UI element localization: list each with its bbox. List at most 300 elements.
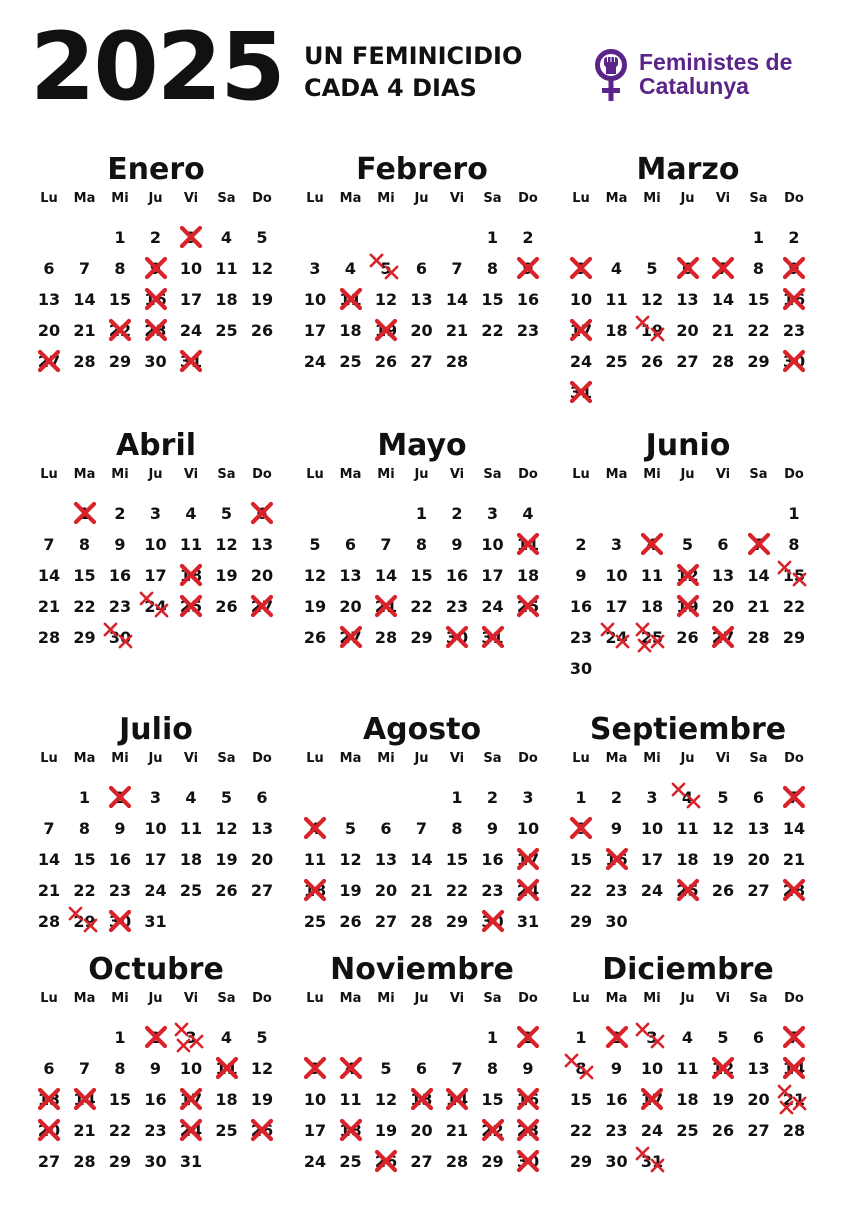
day-number: 11 [605,290,628,309]
day-number: 22 [481,321,504,340]
day-cell [174,560,208,591]
weekday-label: Sa [483,191,502,206]
day-cell [405,1115,439,1146]
day-number: 12 [374,1090,398,1109]
day-cell [440,622,474,653]
day-cell [777,253,811,284]
weekday-label: Vi [183,991,199,1006]
day-cell [174,498,208,529]
weekday-label: Vi [183,467,199,482]
day-cell [369,560,403,591]
month-mayo [298,428,546,688]
day-number: 24 [640,1121,664,1140]
day-number: 17 [303,321,327,340]
day-number: 27 [410,1152,433,1171]
day-cell [68,284,102,315]
day-cell [600,813,634,844]
day-cell [334,1084,368,1115]
day-number: 28 [37,628,61,647]
day-number: 3 [486,504,499,523]
weekday-label: Ma [339,991,362,1006]
day-cell [405,284,439,315]
day-cell [405,844,439,875]
day-cell [706,529,740,560]
day-number: 5 [380,1059,392,1078]
day-number: 14 [37,850,61,869]
day-number: 7 [43,819,55,838]
day-cell [511,284,545,315]
day-number: 10 [303,1090,327,1109]
day-number: 5 [681,535,694,554]
day-number: 12 [640,290,664,309]
day-cell [476,591,510,622]
organization-name-line-1: Feministes de [639,49,793,75]
day-number: 17 [144,850,167,869]
day-cell [245,1115,279,1146]
day-cell [32,622,66,653]
day-number: 16 [108,566,132,585]
day-number: 21 [37,597,61,616]
day-cell [777,813,811,844]
day-cell [671,622,705,653]
weekday-label: Mi [643,991,661,1006]
day-number: 24 [144,597,167,616]
day-number: 7 [451,259,463,278]
day-cell [635,1022,669,1053]
day-cell [777,622,811,653]
day-cell [600,1115,634,1146]
day-number: 10 [640,819,664,838]
day-number: 15 [747,290,770,309]
month-junio [564,428,812,688]
day-number: 6 [415,259,428,278]
day-number: 5 [220,788,233,807]
day-cell [298,875,332,906]
day-cell [742,591,776,622]
month-septiembre [564,712,812,972]
day-number: 29 [108,1152,132,1171]
day-number: 19 [711,1090,735,1109]
day-cell [511,1084,545,1115]
day-number: 11 [640,566,664,585]
day-cell [600,1146,634,1177]
day-cell [511,1022,545,1053]
day-number: 11 [516,535,540,554]
day-cell [635,560,669,591]
day-cell [298,906,332,937]
day-number: 6 [380,819,392,838]
day-cell [635,622,669,653]
day-number: 11 [179,535,203,554]
day-cell [369,315,403,346]
day-cell [440,844,474,875]
day-number: 8 [486,1059,499,1078]
month-abril [32,428,280,688]
month-name: Diciembre [602,952,774,987]
day-cell [564,591,598,622]
day-cell [298,1146,332,1177]
day-cell [245,1022,279,1053]
day-cell [298,284,332,315]
day-number: 28 [782,1121,806,1140]
day-cell [706,622,740,653]
day-cell [298,844,332,875]
weekday-label: Ma [605,191,628,206]
day-cell [635,315,669,346]
day-number: 30 [569,659,593,678]
day-number: 7 [788,788,800,807]
day-cell [742,1022,776,1053]
day-cell [139,1115,173,1146]
day-cell [103,906,137,937]
day-number: 9 [610,1059,623,1078]
day-cell [245,782,279,813]
day-cell [511,844,545,875]
day-cell [706,253,740,284]
day-number: 18 [676,1090,699,1109]
day-number: 14 [711,290,735,309]
day-number: 5 [380,259,392,278]
weekday-label: Mi [111,991,129,1006]
day-number: 19 [640,321,664,340]
day-cell [68,906,102,937]
day-cell [405,591,439,622]
day-cell [405,1084,439,1115]
weekday-label: Ju [148,991,163,1006]
day-cell [68,560,102,591]
weekday-label: Mi [377,751,395,766]
day-cell [139,1146,173,1177]
day-cell [245,529,279,560]
day-cell [742,782,776,813]
day-cell [139,1022,173,1053]
day-cell [635,346,669,377]
day-number: 24 [569,352,593,371]
day-cell [440,346,474,377]
day-number: 9 [522,259,534,278]
day-number: 30 [516,1152,540,1171]
day-number: 25 [179,881,203,900]
day-number: 6 [681,259,694,278]
day-number: 22 [445,881,469,900]
day-number: 20 [676,321,699,340]
day-cell [440,875,474,906]
day-number: 21 [374,597,398,616]
day-cell [32,1053,66,1084]
day-number: 31 [516,912,540,931]
day-number: 29 [445,912,469,931]
day-cell [476,622,510,653]
day-number: 2 [486,788,499,807]
day-number: 17 [144,566,167,585]
day-number: 2 [114,504,126,523]
month-febrero [298,152,546,412]
day-number: 14 [73,290,96,309]
day-number: 1 [486,1028,499,1047]
day-number: 17 [516,850,540,869]
day-cell [210,498,244,529]
day-number: 2 [610,788,623,807]
day-cell [32,906,66,937]
day-cell [440,1084,474,1115]
day-number: 9 [114,819,126,838]
day-cell [405,1053,439,1084]
day-cell [369,346,403,377]
day-cell [476,253,510,284]
day-cell [32,560,66,591]
day-number: 30 [108,628,132,647]
day-number: 10 [303,290,327,309]
day-cell [511,222,545,253]
weekday-label: Ju [680,991,695,1006]
day-cell [245,1084,279,1115]
day-number: 12 [676,566,699,585]
day-number: 22 [782,597,806,616]
day-number: 13 [410,290,433,309]
weekday-label: Ma [73,191,96,206]
day-number: 12 [215,819,238,838]
day-number: 7 [78,259,91,278]
day-number: 31 [144,912,167,931]
day-number: 28 [374,628,398,647]
day-cell [174,284,208,315]
day-number: 4 [220,1028,233,1047]
day-cell [671,253,705,284]
day-cell [334,813,368,844]
day-cell [476,315,510,346]
day-number: 9 [610,819,623,838]
weekday-label: Mi [643,467,661,482]
weekday-label: Do [784,991,804,1006]
day-number: 24 [640,881,664,900]
day-cell [334,346,368,377]
day-number: 22 [569,1121,593,1140]
day-cell [671,1115,705,1146]
day-cell [139,844,173,875]
day-number: 9 [788,259,800,278]
month-name: Abril [115,428,197,463]
day-number: 3 [149,788,162,807]
weekday-label: Lu [40,751,58,766]
day-number: 8 [114,259,126,278]
month-name: Agosto [362,712,482,747]
day-cell [476,222,510,253]
day-number: 23 [605,881,628,900]
day-cell [139,222,173,253]
day-number: 19 [676,597,699,616]
day-number: 3 [575,259,587,278]
day-cell [210,284,244,315]
day-cell [635,1146,669,1177]
day-cell [369,906,403,937]
weekday-label: Ma [73,751,96,766]
day-number: 18 [303,881,327,900]
day-number: 21 [445,321,469,340]
day-cell [245,1053,279,1084]
day-number: 7 [451,1059,463,1078]
day-cell [671,844,705,875]
day-cell [369,1084,403,1115]
day-cell [405,315,439,346]
day-cell [405,875,439,906]
day-cell [671,591,705,622]
day-cell [405,1146,439,1177]
day-number: 15 [410,566,433,585]
day-cell [139,813,173,844]
day-number: 15 [569,850,593,869]
day-number: 20 [747,1090,770,1109]
month-name: Noviembre [330,952,514,987]
day-number: 10 [179,1059,203,1078]
day-number: 25 [215,321,238,340]
day-cell [32,1084,66,1115]
day-number: 21 [711,321,735,340]
day-cell [298,1084,332,1115]
day-cell [600,529,634,560]
weekday-label: Lu [40,991,58,1006]
weekday-label: Lu [306,991,324,1006]
day-cell [405,529,439,560]
day-number: 25 [339,352,362,371]
day-cell [334,622,368,653]
day-cell [742,222,776,253]
day-cell [476,782,510,813]
day-number: 25 [303,912,327,931]
day-number: 14 [782,1059,806,1078]
day-number: 13 [250,819,274,838]
year-title: 2025 [30,13,284,122]
day-cell [139,253,173,284]
day-cell [742,622,776,653]
weekday-label: Ju [414,467,429,482]
day-cell [68,591,102,622]
day-number: 24 [303,1152,327,1171]
day-cell [139,1053,173,1084]
day-number: 4 [681,1028,694,1047]
weekday-label: Ju [414,751,429,766]
weekday-label: Sa [749,467,768,482]
day-cell [777,284,811,315]
weekday-label: Vi [183,751,199,766]
day-number: 12 [711,819,735,838]
day-number: 4 [610,259,623,278]
day-number: 23 [481,881,504,900]
weekday-label: Ju [414,991,429,1006]
day-number: 15 [782,566,806,585]
day-number: 15 [481,290,504,309]
day-number: 28 [711,352,735,371]
month-noviembre [298,952,546,1212]
slogan-line-1: UN FEMINICIDIO [304,42,523,70]
weekday-label: Ma [73,467,96,482]
day-cell [476,813,510,844]
day-cell [174,529,208,560]
weekday-label: Ma [605,467,628,482]
day-number: 20 [374,881,398,900]
day-number: 13 [711,566,735,585]
day-number: 16 [481,850,504,869]
day-cell [174,813,208,844]
day-cell [210,782,244,813]
day-cell [68,844,102,875]
day-cell [440,1115,474,1146]
day-cell [742,1115,776,1146]
day-number: 1 [114,1028,126,1047]
day-cell [476,498,510,529]
day-number: 3 [185,228,197,247]
day-number: 20 [250,850,274,869]
day-number: 24 [179,1121,203,1140]
day-number: 30 [445,628,469,647]
day-number: 7 [788,1028,800,1047]
day-cell [245,253,279,284]
day-cell [103,253,137,284]
day-number: 21 [747,597,770,616]
day-cell [777,222,811,253]
day-cell [298,529,332,560]
day-number: 21 [445,1121,469,1140]
day-number: 3 [522,788,534,807]
day-number: 27 [747,1121,770,1140]
day-cell [369,844,403,875]
day-number: 28 [73,1152,96,1171]
day-cell [245,875,279,906]
day-number: 24 [144,881,167,900]
day-cell [103,622,137,653]
day-number: 14 [782,819,806,838]
day-cell [777,560,811,591]
day-number: 13 [37,290,61,309]
day-number: 8 [575,819,587,838]
day-cell [298,1053,332,1084]
day-number: 11 [676,819,699,838]
day-number: 8 [752,259,765,278]
day-cell [511,782,545,813]
day-number: 7 [717,259,729,278]
day-cell [174,1115,208,1146]
day-number: 26 [250,321,274,340]
day-cell [511,1053,545,1084]
day-number: 26 [250,1121,274,1140]
day-number: 23 [605,1121,628,1140]
day-cell [635,253,669,284]
day-cell [671,782,705,813]
day-cell [68,315,102,346]
day-number: 7 [78,1059,91,1078]
day-cell [777,315,811,346]
day-cell [564,253,598,284]
month-diciembre [564,952,812,1212]
day-number: 30 [782,352,806,371]
weekday-label: Mi [643,751,661,766]
day-cell [210,253,244,284]
day-number: 26 [640,352,664,371]
day-cell [635,284,669,315]
day-cell [777,844,811,875]
weekday-label: Mi [643,191,661,206]
weekday-label: Mi [111,191,129,206]
day-cell [476,529,510,560]
day-cell [511,875,545,906]
day-cell [564,622,598,653]
day-number: 2 [149,228,162,247]
day-number: 14 [445,290,469,309]
day-cell [139,591,173,622]
day-number: 18 [339,321,362,340]
day-cell [405,253,439,284]
weekday-label: Do [252,751,272,766]
weekday-label: Do [252,467,272,482]
